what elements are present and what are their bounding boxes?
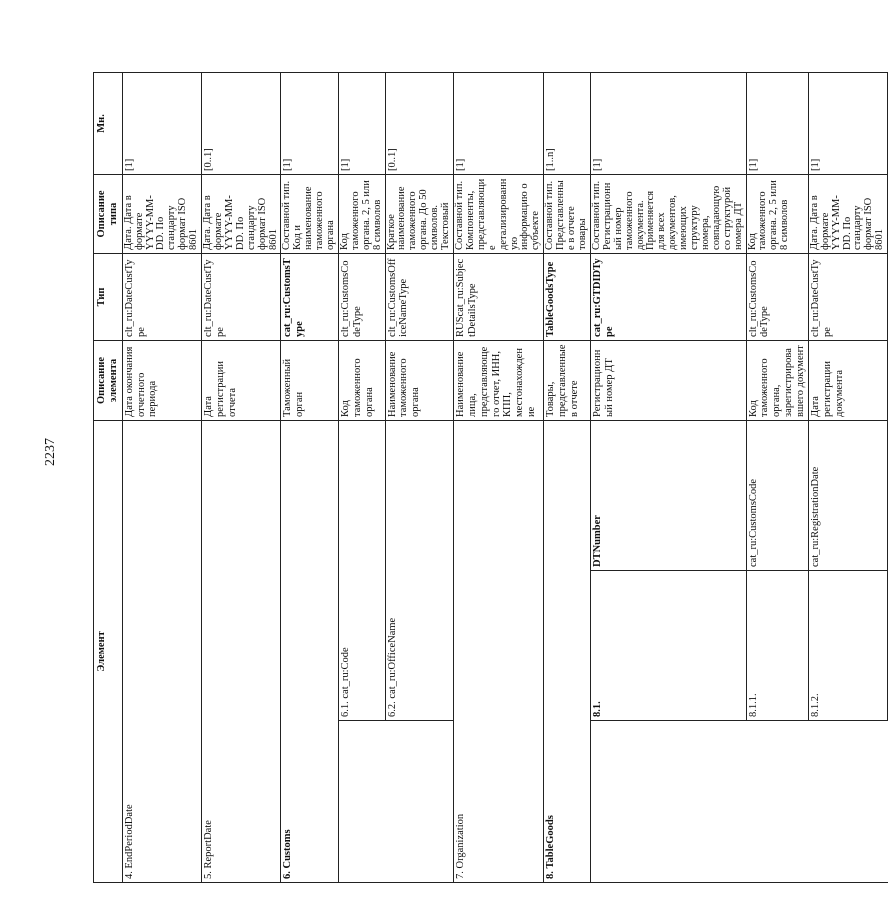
element-description: Код таможенного органа	[338, 340, 385, 420]
row-number: 6.2.	[386, 701, 398, 717]
element-type: clt_ru:CustomsCodeType	[746, 253, 808, 340]
elements-table	[93, 72, 888, 883]
row-number: 8.1.	[590, 571, 746, 721]
rotated-page-content	[93, 73, 886, 883]
row-number: 4.	[123, 871, 135, 879]
element-cell	[122, 420, 201, 882]
element-name: TableGoods	[545, 815, 557, 869]
indent-cell	[590, 721, 887, 883]
page-number: 2237	[43, 438, 58, 466]
element-type: clt_ru:DateCustType	[808, 253, 887, 340]
multiplicity: [1]	[338, 72, 385, 174]
element-type: RUScat_ru:SubjectDetailsType	[454, 253, 544, 340]
element-name: ReportDate	[203, 820, 215, 869]
element-type: clt_ru:CustomsCodeType	[338, 253, 385, 340]
element-cell	[202, 420, 281, 882]
element-cell	[338, 420, 385, 720]
element-description: Наименование таможенного органа	[385, 340, 453, 420]
element-name: cat_ru:CustomsCode	[746, 420, 808, 570]
table-row	[454, 72, 544, 882]
element-description: Дата регистрации отчета	[202, 340, 281, 420]
element-cell	[281, 420, 339, 882]
multiplicity: [1]	[122, 72, 201, 174]
multiplicity: [0..1]	[385, 72, 453, 174]
header-type-description: Описание типа	[94, 174, 123, 253]
type-description: Составной тип. Компоненты, представляющие детализированную информацию о субъекте	[454, 174, 544, 253]
row-number: 8.	[545, 871, 557, 879]
element-name: cat_ru:OfficeName	[386, 617, 398, 699]
element-description: Таможенный орган	[281, 340, 339, 420]
multiplicity: [1]	[746, 72, 808, 174]
type-description: Краткое наименование таможенного органа. До 50 символов. Текстовый	[385, 174, 453, 253]
type-description: Составной тип. Код и наименование таможенного органа	[281, 174, 339, 253]
header-element: Элемент	[94, 420, 123, 882]
multiplicity: [1]	[281, 72, 339, 174]
multiplicity: [1]	[454, 72, 544, 174]
multiplicity: [1]	[590, 72, 746, 174]
element-name: Organization	[455, 813, 466, 869]
element-name: DTNumber	[590, 420, 746, 570]
row-number: 5.	[203, 871, 215, 879]
element-cell	[544, 420, 591, 882]
element-description: Дата окончания отчетного периода	[122, 340, 201, 420]
element-description: Товары, представленные в отчете	[544, 340, 591, 420]
table-row	[122, 72, 201, 882]
element-cell	[385, 420, 453, 720]
row-number: 7.	[455, 871, 466, 879]
table-row	[338, 72, 385, 882]
type-description: Дата. Дата в формате YYYY-MM-DD. По стандарту формат ISO 8601	[202, 174, 281, 253]
element-type: cat_ru:GTDIDType	[590, 253, 746, 340]
table-row	[544, 72, 591, 882]
multiplicity: [0..1]	[202, 72, 281, 174]
element-description: Дата регистрации документа	[808, 340, 887, 420]
row-number: 8.1.2.	[808, 571, 887, 721]
element-type: clt_ru:CustomsOfficeNameType	[385, 253, 453, 340]
element-name: EndPeriodDate	[123, 804, 135, 869]
table-row	[590, 72, 746, 882]
type-description: Код таможенного органа. 2, 5 или 8 символов	[338, 174, 385, 253]
element-type: TableGoodsType	[544, 253, 591, 340]
type-description: Составной тип. Регистрационный номер таможенного документа. Применяется для всех документов, имеющих структуру номера, совпадающую со структурой номера ДТ	[590, 174, 746, 253]
header-element-description: Описание элемента	[94, 340, 123, 420]
type-description: Код таможенного органа. 2, 5 или 8 символов	[746, 174, 808, 253]
table-row	[281, 72, 339, 882]
element-cell	[454, 420, 544, 882]
header-multiplicity: Мн.	[94, 72, 123, 174]
element-type: clt_ru:DateCustType	[202, 253, 281, 340]
element-description: Код таможенного органа, зарегистрировавшего документ	[746, 340, 808, 420]
header-type: Тип	[94, 253, 123, 340]
table-header-row	[94, 72, 123, 882]
row-number: 6.	[282, 871, 294, 879]
element-type: cat_ru:CustomsType	[281, 253, 339, 340]
row-number: 8.1.1.	[746, 571, 808, 721]
type-description: Дата. Дата в формате YYYY-MM-DD. По стандарту формат ISO 8601	[122, 174, 201, 253]
table-row	[202, 72, 281, 882]
element-description: Наименование лица, представляющего отчет, ИНН, КПП, местонахождение	[454, 340, 544, 420]
element-description: Регистрационный номер ДТ	[590, 340, 746, 420]
element-name: Customs	[282, 829, 294, 869]
row-number: 6.1.	[339, 701, 351, 717]
indent-cell	[338, 721, 453, 883]
multiplicity: [1]	[808, 72, 887, 174]
element-name: cat_ru:RegistrationDate	[808, 420, 887, 570]
type-description: Составной тип. Представленные в отчете товары	[544, 174, 591, 253]
element-type: clt_ru:DateCustType	[122, 253, 201, 340]
element-name: cat_ru:Code	[339, 647, 351, 699]
type-description: Дата. Дата в формате YYYY-MM-DD. По стандарту формат ISO 8601	[808, 174, 887, 253]
multiplicity: [1..n]	[544, 72, 591, 174]
